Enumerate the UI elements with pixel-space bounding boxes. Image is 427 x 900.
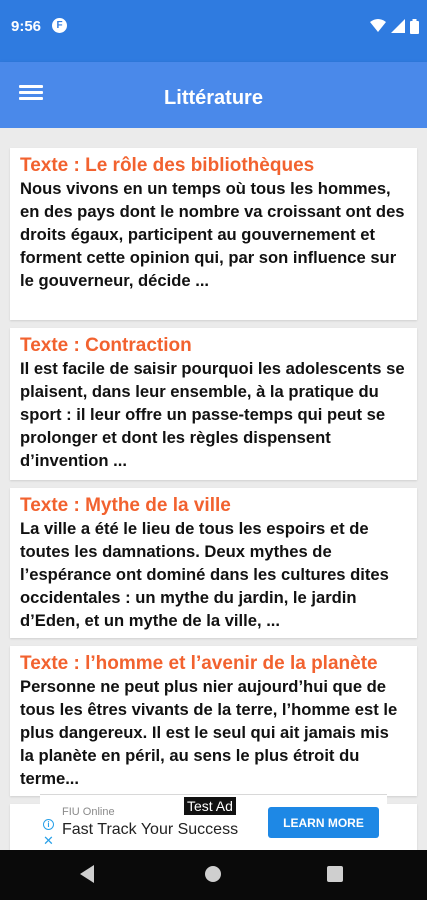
recent-apps-square-icon[interactable] (327, 866, 343, 882)
app-notification-icon: F (52, 18, 67, 33)
article-excerpt: Nous vivons en un temps où tous les hommes, en des pays dont le nombre va croissant ont des droits égaux, participent au gouvernement et forment cette opinion qui, par son influence sur le gouverneur, décide ... (20, 179, 405, 290)
article-title: Texte : Contraction (20, 335, 192, 356)
article-card[interactable] (10, 488, 417, 638)
ad-source: FIU Online (62, 806, 115, 818)
ad-info-icon[interactable]: i (43, 819, 54, 830)
article-title: Texte : Le rôle des bibliothèques (20, 155, 315, 176)
wifi-icon (370, 19, 386, 33)
ad-headline: Fast Track Your Success (62, 821, 239, 838)
article-card[interactable] (10, 148, 417, 320)
status-time: 9:56 (11, 18, 42, 35)
page-title: Littérature (164, 87, 263, 109)
article-title: Texte : l’homme et l’avenir de la planète (20, 653, 378, 674)
status-icons (370, 18, 419, 34)
ad-close-icon[interactable]: ✕ (43, 833, 54, 848)
article-card[interactable] (10, 646, 417, 796)
back-triangle-icon[interactable] (80, 865, 94, 883)
system-nav-bar (0, 850, 427, 900)
status-bar (0, 0, 427, 62)
article-card[interactable] (10, 328, 417, 480)
app-bar (0, 62, 427, 128)
article-excerpt: La ville a été le lieu de tous les espoirs et de toutes les damnations. Deux mythes de l’espérance ont dominé dans les cultures dites occidentales : un mythe du jardin, le jardin d’Eden, et un mythe de la ville, ... (20, 519, 389, 630)
home-circle-icon[interactable] (205, 866, 221, 882)
article-list (0, 128, 427, 850)
article-excerpt: Il est facile de saisir pourquoi les adolescents se plaisent, dans leur ensemble, à la pratique du sport : il leur offre un passe-temps qui peut se prolonger et dont les règles dispensent d’invention ... (20, 359, 405, 470)
learn-more-button[interactable]: LEARN MORE (268, 807, 379, 838)
article-excerpt: Personne ne peut plus nier aujourd’hui que de tous les êtres vivants de la terre, l’homme est le plus dangereux. Il est le seul qui ait jamais mis la planète en péril, au sens le plus étroit du terme... (20, 677, 398, 788)
ad-banner[interactable] (40, 794, 387, 850)
battery-icon (410, 19, 419, 34)
signal-icon (391, 19, 405, 33)
ad-label: Test Ad (184, 797, 236, 815)
article-title: Texte : Mythe de la ville (20, 495, 231, 516)
